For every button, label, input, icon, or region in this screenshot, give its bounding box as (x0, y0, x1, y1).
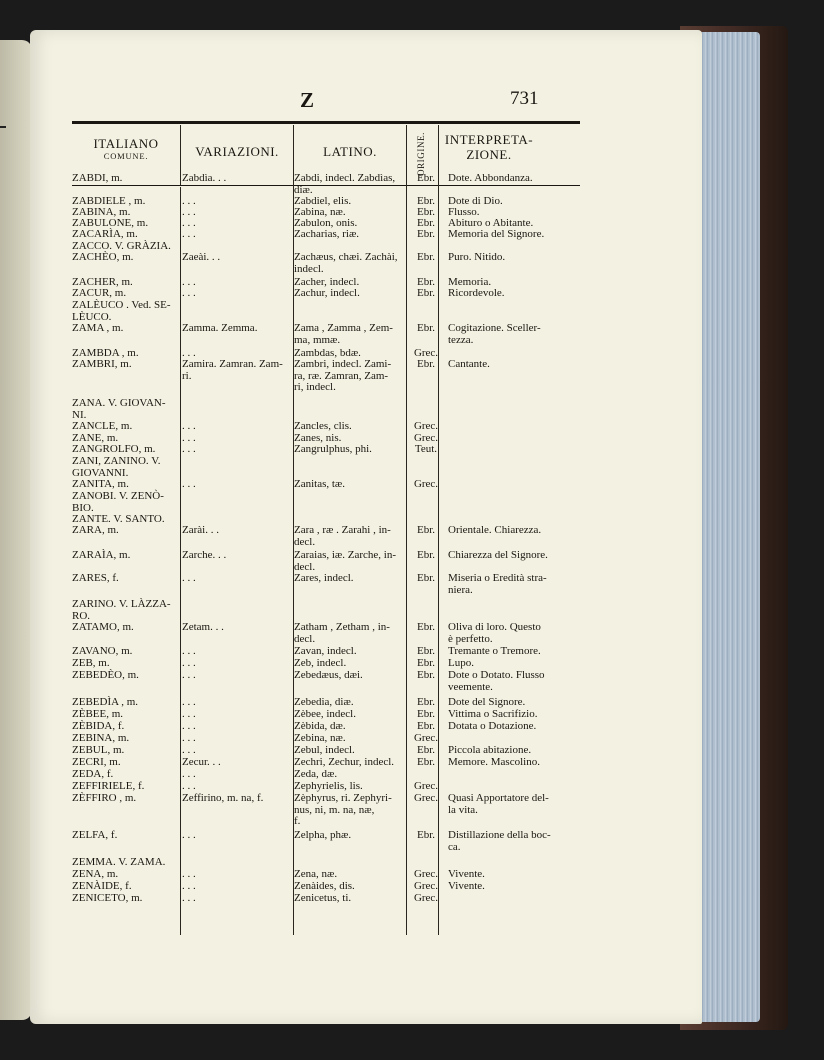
entry-latino: Zebina, næ. (294, 732, 346, 744)
entry-italiano: ZAMBRI, m. (72, 358, 132, 370)
entry-latino: indecl. (294, 262, 324, 275)
entry-interpretazione: Vittima o Sacrifizio. (448, 708, 538, 720)
entry-latino: Zabdiel, elis. (294, 195, 352, 207)
entry-origine: Ebr. (416, 657, 436, 669)
entry-italiano: ZARES, f. (72, 572, 119, 584)
entry-variazioni: Zetam. . . (182, 621, 224, 633)
book-page (30, 30, 702, 1024)
entry-latino: Zeb, indecl. (294, 657, 347, 669)
entry-italiano: ZÈFFIRO , m. (72, 792, 137, 804)
entry-interpretazione: Vivente. (448, 880, 485, 892)
entry-interpretazione: Ricordevole. (448, 287, 505, 299)
entry-italiano: ZACHÈO, m. (72, 251, 134, 263)
entry-origine: Ebr. (416, 744, 436, 756)
entry-latino: Zena, næ. (294, 868, 338, 880)
entry-latino: Zebedæus, dæi. (294, 669, 363, 681)
entry-latino: Zephyrielis, lis. (294, 780, 363, 792)
entry-origine: Ebr. (416, 358, 436, 370)
entry-italiano: ZENÀIDE, f. (72, 880, 132, 892)
entry-origine: Ebr. (416, 756, 436, 768)
entry-interpretazione: Vivente. (448, 868, 485, 880)
entry-italiano: ZANI, ZANINO. V. (72, 455, 161, 467)
entry-origine: Ebr. (416, 524, 436, 536)
entry-italiano: ZENICETO, m. (72, 892, 143, 904)
entry-latino: Zachur, indecl. (294, 287, 360, 299)
entry-variazioni: . . . (182, 645, 196, 657)
entry-origine: Ebr. (416, 549, 436, 561)
entry-latino: Zebedia, diæ. (294, 696, 354, 708)
entry-interpretazione: Orientale. Chiarezza. (448, 524, 542, 536)
entry-latino: Zèbee, indecl. (294, 708, 356, 720)
entry-italiano: ZATAMO, m. (72, 621, 134, 633)
entry-variazioni: . . . (182, 720, 196, 732)
entry-interpretazione: Miseria o Eredità stra- (448, 572, 547, 584)
entry-interpretazione: Chiarezza del Signore. (448, 549, 548, 561)
entry-interpretazione: Puro. Nitido. (448, 251, 506, 263)
entry-latino: Zangrulphus, phi. (294, 443, 372, 455)
entry-variazioni: . . . (182, 478, 196, 490)
entry-variazioni: . . . (182, 732, 196, 744)
entry-origine: Grec. (413, 892, 439, 904)
header-interpretazione-line1: INTERPRETA- (444, 132, 534, 147)
entry-italiano: ZEBEDÈO, m. (72, 669, 139, 681)
entry-italiano: ZALÈUCO . Ved. SE- (72, 299, 171, 311)
entry-origine: Grec. (413, 880, 439, 892)
entry-latino: Zama , Zamma , Zem- (294, 322, 393, 334)
entry-italiano: ZENA, m. (72, 868, 119, 880)
entry-italiano: ZECRI, m. (72, 756, 121, 768)
header-origine-label: ORIGINE. (416, 131, 427, 177)
entry-variazioni: Zaeài. . . (182, 251, 221, 263)
entry-variazioni: . . . (182, 744, 196, 756)
entry-interpretazione: Oliva di loro. Questo (448, 621, 541, 633)
entry-origine: Grec. (413, 432, 439, 444)
entry-variazioni: Zamira. Zamran. Zam- (182, 358, 283, 370)
entry-interpretazione: Memoria del Signore. (448, 228, 545, 240)
entry-variazioni: . . . (182, 657, 196, 669)
entry-interpretazione: Piccola abitazione. (448, 744, 532, 756)
entry-origine: Ebr. (416, 251, 436, 263)
entry-variazioni: . . . (182, 892, 196, 904)
entry-latino: ma, mmæ. (294, 333, 341, 346)
entry-latino: Zaraias, iæ. Zarche, in- (294, 549, 397, 561)
entry-italiano: ZAVANO, m. (72, 645, 133, 657)
entry-origine: Grec. (413, 792, 439, 804)
entry-italiano: ZANTE. V. SANTO. (72, 513, 165, 525)
entry-italiano: ZACHER, m. (72, 276, 133, 288)
entry-origine: Grec. (413, 780, 439, 792)
entry-interpretazione: Flusso. (448, 206, 480, 218)
entry-variazioni: . . . (182, 432, 196, 444)
entry-italiano: ZANGROLFO, m. (72, 443, 156, 455)
entry-latino: Zabulon, onis. (294, 217, 358, 229)
entry-italiano: ZAMBDA , m. (72, 347, 139, 359)
entry-latino: diæ. (294, 183, 313, 196)
entry-variazioni: . . . (182, 708, 196, 720)
entry-interpretazione: tezza. (448, 333, 474, 346)
entry-latino: ra, ræ. Zamran, Zam- (294, 369, 389, 382)
entry-italiano: ZEFFIRIELE, f. (72, 780, 145, 792)
entry-variazioni: Zeffirino, m. na, f. (182, 792, 264, 804)
entry-italiano: ZEMMA. V. ZAMA. (72, 856, 166, 868)
entry-latino: ri, indecl. (294, 381, 336, 393)
entry-latino: Zanitas, tæ. (294, 478, 346, 490)
entry-latino: nus, ni, m. na, næ, (294, 803, 375, 816)
entry-origine: Ebr. (416, 621, 436, 633)
entry-italiano: ZARAÌA, m. (72, 549, 131, 561)
entry-italiano: ZACCO. V. GRÀZIA. (72, 240, 171, 252)
entry-variazioni: . . . (182, 206, 196, 218)
entry-interpretazione: Dote o Dotato. Flusso (448, 669, 545, 681)
entry-italiano: ZEB, m. (72, 657, 110, 669)
entry-interpretazione: Abituro o Abitante. (448, 217, 534, 229)
entry-origine: Grec. (413, 420, 439, 432)
entry-interpretazione: Lupo. (448, 657, 474, 669)
entry-italiano: LÈUCO. (72, 310, 112, 323)
entry-origine: Ebr. (416, 195, 436, 207)
entry-variazioni: . . . (182, 443, 196, 455)
entry-latino: decl. (294, 535, 316, 548)
entry-latino: Zacharias, riæ. (294, 228, 360, 240)
entry-latino: Zares, indecl. (294, 572, 354, 584)
entry-origine: Ebr. (416, 572, 436, 584)
entry-italiano: ZÈBEE, m. (72, 708, 124, 720)
entry-latino: Zara , ræ . Zarahi , in- (294, 524, 391, 536)
entry-variazioni: . . . (182, 880, 196, 892)
entry-italiano: ZANITA, m. (72, 478, 129, 490)
entry-latino: decl. (294, 632, 316, 645)
entry-latino: decl. (294, 560, 316, 573)
entry-italiano: ZACUR, m. (72, 287, 127, 299)
entry-variazioni: . . . (182, 868, 196, 880)
entry-latino: Zeda, dæ. (294, 768, 338, 780)
entry-origine: Grec. (413, 478, 439, 490)
entry-italiano: ZEBINA, m. (72, 732, 130, 744)
entry-italiano: ZABDIELE , m. (72, 195, 146, 207)
entry-variazioni: Zabdìa. . . (182, 172, 227, 184)
entry-interpretazione: Memore. Mascolino. (448, 756, 540, 768)
entry-variazioni: . . . (182, 217, 196, 229)
entry-latino: Zechri, Zechur, indecl. (294, 756, 395, 768)
entry-origine: Ebr. (416, 217, 436, 229)
entry-origine: Ebr. (416, 287, 436, 299)
entry-italiano: ZABDI, m. (72, 172, 123, 184)
page-number: 731 (510, 88, 539, 109)
facing-page (0, 40, 32, 1020)
entry-italiano: ZABULONE, m. (72, 217, 149, 229)
entry-variazioni: . . . (182, 829, 196, 841)
entry-interpretazione: Quasi Apportatore del- (448, 792, 549, 804)
entry-variazioni: Zecur. . . (182, 756, 221, 768)
entry-variazioni: . . . (182, 768, 196, 780)
entry-variazioni: . . . (182, 276, 196, 288)
entry-italiano: ZEBUL, m. (72, 744, 125, 756)
entry-italiano: ZÈBIDA, f. (72, 720, 125, 732)
entry-latino: Zèphyrus, ri. Zephyri- (294, 792, 392, 804)
entry-interpretazione: Cogitazione. Sceller- (448, 322, 541, 334)
entry-latino: Zancles, clis. (294, 420, 352, 432)
entry-latino: Zebul, indecl. (294, 744, 355, 756)
entry-interpretazione: niera. (448, 583, 473, 596)
entry-interpretazione: Tremante o Tremore. (448, 645, 541, 657)
entry-latino: Zenàides, dis. (294, 880, 355, 892)
entry-origine: Grec. (413, 732, 439, 744)
entry-origine: Ebr. (416, 669, 436, 681)
entry-origine: Ebr. (416, 322, 436, 334)
entry-latino: Zabdi, indecl. Zabdìas, (294, 172, 396, 184)
entry-italiano: ZARA, m. (72, 524, 119, 536)
entry-latino: Zambri, indecl. Zami- (294, 358, 392, 370)
entry-origine: Ebr. (416, 696, 436, 708)
header-variazioni-label: VARIAZIONI. (195, 144, 279, 159)
entry-latino: Zanes, nis. (294, 432, 342, 444)
entry-interpretazione: la vita. (448, 803, 478, 816)
entry-origine: Teut. (414, 443, 438, 455)
entry-interpretazione: Memoria. (448, 276, 492, 288)
entry-italiano: ZANE, m. (72, 432, 119, 444)
entry-latino: Zelpha, phæ. (294, 829, 352, 841)
entry-variazioni: . . . (182, 347, 196, 359)
entry-origine: Ebr. (416, 708, 436, 720)
entry-interpretazione: ca. (448, 840, 461, 853)
entry-italiano: ZELFA, f. (72, 829, 118, 841)
header-comune-label: COMUNE. (103, 150, 149, 161)
entry-origine: Ebr. (416, 228, 436, 240)
entry-italiano: ZACARÌA, m. (72, 228, 138, 240)
entry-interpretazione: Dote del Signore. (448, 696, 526, 708)
entry-italiano: GIOVANNI. (72, 466, 129, 479)
entry-variazioni: . . . (182, 572, 196, 584)
section-letter: Z (300, 88, 315, 112)
header-interpretazione-line2: ZIONE. (466, 146, 512, 162)
header-italiano-label: ITALIANO (93, 136, 159, 151)
entry-italiano: ZANCLE, m. (72, 420, 133, 432)
entry-origine: Grec. (413, 868, 439, 880)
entry-variazioni: . . . (182, 228, 196, 240)
entry-italiano: NI. (72, 408, 87, 421)
facing-page-mark (0, 126, 6, 128)
entry-latino: Zabina, næ. (294, 206, 346, 218)
entry-origine: Ebr. (416, 172, 436, 184)
header-latino-label: LATINO. (323, 144, 377, 159)
entry-variazioni: Zarài. . . (182, 524, 219, 536)
entry-origine: Ebr. (416, 645, 436, 657)
entry-latino: f. (294, 815, 301, 827)
entry-interpretazione: Dotata o Dotazione. (448, 720, 537, 732)
entry-latino: Zatham , Zetham , in- (294, 621, 390, 633)
entry-italiano: ZEBEDÌA , m. (72, 696, 138, 708)
entry-interpretazione: Distillazione della boc- (448, 829, 551, 841)
entries-table (30, 30, 702, 1024)
entry-italiano: ZARINO. V. LÀZZA- (72, 598, 171, 610)
entry-variazioni: . . . (182, 195, 196, 207)
entry-italiano: ZANOBI. V. ZENÒ- (72, 490, 164, 502)
entry-variazioni: Zarche. . . (182, 549, 227, 561)
entry-latino: Zachæus, chæi. Zachài, (294, 251, 398, 263)
entry-variazioni: . . . (182, 287, 196, 299)
entry-variazioni: . . . (182, 420, 196, 432)
entry-italiano: ZANA. V. GIOVAN- (72, 397, 166, 409)
entry-latino: Zenicetus, ti. (294, 892, 352, 904)
entry-variazioni: ri. (182, 369, 192, 382)
entry-latino: Zambdas, bdæ. (294, 347, 361, 359)
entry-interpretazione: Dote. Abbondanza. (448, 172, 533, 184)
entry-italiano: ZABINA, m. (72, 206, 131, 218)
entry-latino: Zèbida, dæ. (294, 720, 346, 732)
entry-variazioni: Zamma. Zemma. (182, 322, 258, 334)
entry-italiano: RO. (72, 609, 91, 622)
entry-origine: Grec. (413, 347, 439, 359)
entry-italiano: ZAMA , m. (72, 322, 124, 334)
entry-origine: Ebr. (416, 206, 436, 218)
entry-variazioni: . . . (182, 696, 196, 708)
entry-latino: Zavan, indecl. (294, 645, 357, 657)
entry-interpretazione: Dote di Dio. (448, 195, 503, 207)
entry-interpretazione: veemente. (448, 680, 493, 693)
entry-italiano: BIO. (72, 501, 94, 514)
entry-origine: Ebr. (416, 829, 436, 841)
entry-origine: Ebr. (416, 276, 436, 288)
entry-variazioni: . . . (182, 669, 196, 681)
entry-origine: Ebr. (416, 720, 436, 732)
entry-italiano: ZEDA, f. (72, 768, 114, 780)
entry-interpretazione: Cantante. (448, 358, 490, 370)
entry-variazioni: . . . (182, 780, 196, 792)
entry-interpretazione: è perfetto. (448, 632, 493, 645)
entry-latino: Zacher, indecl. (294, 276, 360, 288)
